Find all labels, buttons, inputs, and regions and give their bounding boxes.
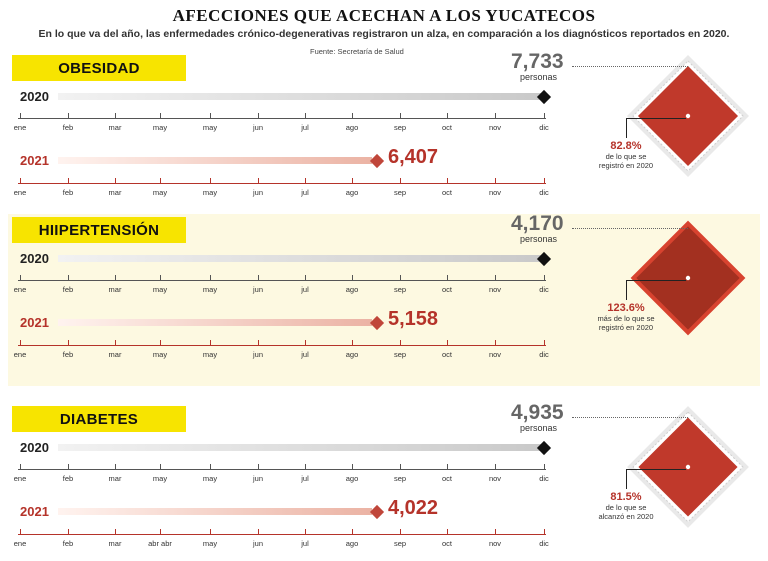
- axis-tick: [544, 464, 545, 470]
- axis-tick: [352, 178, 353, 184]
- axis-tick: [400, 464, 401, 470]
- month-label: jun: [252, 123, 264, 132]
- axis-tick: [305, 529, 306, 535]
- month-label: dic: [539, 123, 549, 132]
- axis-tick: [210, 275, 211, 281]
- percent-callout-line: [626, 280, 686, 300]
- marker-2020: [537, 89, 551, 103]
- month-label: may: [202, 350, 218, 359]
- axis-tick: [544, 275, 545, 281]
- month-label: may: [152, 188, 168, 197]
- timeline-axis-2021: [18, 534, 546, 535]
- axis-tick: [258, 529, 259, 535]
- axis-tick: [160, 340, 161, 346]
- axis-tick: [68, 529, 69, 535]
- month-label: ago: [345, 474, 359, 483]
- axis-tick: [352, 275, 353, 281]
- month-label: jul: [301, 539, 309, 548]
- axis-tick: [115, 529, 116, 535]
- month-label: mar: [108, 188, 122, 197]
- marker-2021: [370, 504, 384, 518]
- axis-tick: [20, 178, 21, 184]
- axis-tick: [400, 340, 401, 346]
- value-2020: 4,935: [511, 401, 564, 424]
- axis-tick: [544, 178, 545, 184]
- year-label-2020: 2020: [20, 440, 49, 455]
- month-label: jul: [301, 188, 309, 197]
- percent-desc-1: de lo que se: [605, 503, 647, 512]
- month-label: nov: [488, 123, 502, 132]
- month-label: feb: [62, 539, 74, 548]
- axis-tick: [210, 340, 211, 346]
- axis-tick: [305, 113, 306, 119]
- month-label: ago: [345, 539, 359, 548]
- disease-label: OBESIDAD: [12, 55, 186, 81]
- axis-tick: [160, 178, 161, 184]
- month-label: abr abr: [148, 539, 172, 548]
- year-label-2021: 2021: [20, 504, 49, 519]
- axis-tick: [20, 464, 21, 470]
- month-label: oct: [441, 539, 453, 548]
- month-label: mar: [108, 123, 122, 132]
- value-unit: personas: [520, 234, 558, 244]
- chart-section-obesidad: [0, 52, 768, 227]
- month-label: ago: [345, 350, 359, 359]
- month-label: sep: [393, 539, 407, 548]
- axis-tick: [447, 275, 448, 281]
- percent-callout-line: [626, 118, 686, 138]
- axis-tick: [210, 464, 211, 470]
- month-label: may: [202, 285, 218, 294]
- value-leader-line: [572, 228, 688, 229]
- axis-tick: [544, 113, 545, 119]
- bar-2021: [58, 157, 372, 164]
- value-leader-line: [572, 66, 688, 67]
- month-label: may: [202, 188, 218, 197]
- year-label-2020: 2020: [20, 251, 49, 266]
- source-note: Fuente: Secretaría de Salud: [310, 47, 404, 56]
- axis-tick: [305, 464, 306, 470]
- axis-tick: [400, 275, 401, 281]
- month-label: jun: [252, 285, 264, 294]
- month-label: mar: [108, 350, 122, 359]
- disease-label: HIIPERTENSIÓN: [12, 217, 186, 243]
- month-label: may: [152, 474, 168, 483]
- percent-desc-1: más de lo que se: [597, 314, 655, 323]
- percent-desc-2: registró en 2020: [598, 161, 654, 170]
- month-label: nov: [488, 285, 502, 294]
- month-label: ene: [13, 474, 27, 483]
- page-subtitle: En lo que va del año, las enfermedades crónico-degenerativas registraron un alza, en comparación a los diagnósticos reportados en 2020.: [38, 28, 730, 40]
- axis-tick: [160, 113, 161, 119]
- month-label: jul: [301, 123, 309, 132]
- axis-tick: [115, 113, 116, 119]
- diamond-center-dot: [686, 114, 690, 118]
- value-unit: personas: [520, 423, 558, 433]
- value-unit: personas: [520, 72, 558, 82]
- chart-section-hipertension: [0, 214, 768, 389]
- timeline-axis-2021: [18, 183, 546, 184]
- timeline-axis-2021: [18, 345, 546, 346]
- bar-2020: [58, 93, 544, 100]
- axis-tick: [305, 340, 306, 346]
- month-label: oct: [441, 123, 453, 132]
- month-label: may: [202, 539, 218, 548]
- axis-tick: [160, 464, 161, 470]
- axis-tick: [495, 340, 496, 346]
- axis-tick: [210, 178, 211, 184]
- timeline-axis-2020: [18, 118, 546, 119]
- axis-tick: [447, 113, 448, 119]
- month-label: oct: [441, 350, 453, 359]
- percent-value: 82.8%: [610, 140, 642, 152]
- axis-tick: [305, 275, 306, 281]
- month-label: ene: [13, 539, 27, 548]
- month-label: ene: [13, 123, 27, 132]
- year-label-2020: 2020: [20, 89, 49, 104]
- timeline-axis-2020: [18, 469, 546, 470]
- month-label: sep: [393, 350, 407, 359]
- month-label: feb: [62, 188, 74, 197]
- axis-tick: [68, 178, 69, 184]
- axis-tick: [495, 113, 496, 119]
- bar-2021: [58, 508, 372, 515]
- percent-desc-2: alcanzó en 2020: [598, 512, 654, 521]
- value-2021: 5,158: [388, 308, 439, 330]
- value-2021: 6,407: [388, 146, 439, 168]
- month-label: may: [152, 285, 168, 294]
- axis-tick: [258, 340, 259, 346]
- axis-tick: [400, 113, 401, 119]
- percent-annotation: [590, 302, 662, 332]
- month-label: nov: [488, 539, 502, 548]
- month-label: jun: [252, 350, 264, 359]
- month-label: jul: [301, 474, 309, 483]
- value-2020: 4,170: [511, 212, 564, 235]
- month-label: nov: [488, 350, 502, 359]
- month-label: jun: [252, 539, 264, 548]
- month-label: sep: [393, 188, 407, 197]
- month-label: dic: [539, 285, 549, 294]
- axis-tick: [115, 178, 116, 184]
- month-label: may: [202, 474, 218, 483]
- month-label: ene: [13, 285, 27, 294]
- axis-tick: [115, 340, 116, 346]
- bar-2020: [58, 255, 544, 262]
- axis-tick: [447, 529, 448, 535]
- month-label: mar: [108, 474, 122, 483]
- axis-tick: [352, 529, 353, 535]
- year-label-2021: 2021: [20, 315, 49, 330]
- month-label: may: [152, 123, 168, 132]
- axis-tick: [20, 340, 21, 346]
- axis-tick: [400, 178, 401, 184]
- axis-tick: [115, 464, 116, 470]
- percent-callout-line: [626, 469, 686, 489]
- axis-tick: [447, 464, 448, 470]
- month-label: nov: [488, 188, 502, 197]
- month-label: oct: [441, 474, 453, 483]
- month-label: sep: [393, 123, 407, 132]
- month-label: oct: [441, 285, 453, 294]
- month-label: ene: [13, 350, 27, 359]
- value-leader-line: [572, 417, 688, 418]
- axis-tick: [400, 529, 401, 535]
- axis-tick: [210, 529, 211, 535]
- month-label: ene: [13, 188, 27, 197]
- marker-2021: [370, 153, 384, 167]
- month-label: feb: [62, 350, 74, 359]
- percent-value: 123.6%: [607, 302, 645, 314]
- timeline-axis-2020: [18, 280, 546, 281]
- axis-tick: [495, 529, 496, 535]
- month-label: feb: [62, 474, 74, 483]
- month-label: ago: [345, 188, 359, 197]
- axis-tick: [258, 275, 259, 281]
- month-label: jul: [301, 285, 309, 294]
- axis-tick: [68, 464, 69, 470]
- bar-2021: [58, 319, 372, 326]
- axis-tick: [258, 113, 259, 119]
- value-2021: 4,022: [388, 497, 439, 519]
- axis-tick: [160, 275, 161, 281]
- month-label: ago: [345, 285, 359, 294]
- axis-tick: [20, 275, 21, 281]
- month-label: dic: [539, 188, 549, 197]
- month-label: mar: [108, 285, 122, 294]
- axis-tick: [447, 178, 448, 184]
- axis-tick: [495, 178, 496, 184]
- month-label: may: [202, 123, 218, 132]
- axis-tick: [20, 113, 21, 119]
- axis-tick: [258, 178, 259, 184]
- axis-tick: [68, 113, 69, 119]
- axis-tick: [352, 464, 353, 470]
- percent-value: 81.5%: [610, 491, 642, 503]
- month-label: jun: [252, 188, 264, 197]
- chart-section-diabetes: [0, 403, 768, 561]
- axis-tick: [352, 113, 353, 119]
- bar-2020: [58, 444, 544, 451]
- axis-tick: [210, 113, 211, 119]
- marker-2020: [537, 440, 551, 454]
- month-label: ago: [345, 123, 359, 132]
- axis-tick: [68, 275, 69, 281]
- axis-tick: [305, 178, 306, 184]
- axis-tick: [544, 529, 545, 535]
- diamond-center-dot: [686, 465, 690, 469]
- page-title: AFECCIONES QUE ACECHAN A LOS YUCATECOS: [172, 6, 596, 25]
- axis-tick: [258, 464, 259, 470]
- month-label: jun: [252, 474, 264, 483]
- year-label-2021: 2021: [20, 153, 49, 168]
- month-label: oct: [441, 188, 453, 197]
- value-2020: 7,733: [511, 50, 564, 73]
- month-label: dic: [539, 350, 549, 359]
- month-label: mar: [108, 539, 122, 548]
- axis-tick: [115, 275, 116, 281]
- month-label: dic: [539, 474, 549, 483]
- month-label: feb: [62, 123, 74, 132]
- axis-tick: [20, 529, 21, 535]
- percent-annotation: [590, 491, 662, 521]
- month-label: dic: [539, 539, 549, 548]
- month-label: sep: [393, 474, 407, 483]
- percent-desc-2: registró en 2020: [598, 323, 654, 332]
- axis-tick: [544, 340, 545, 346]
- axis-tick: [447, 340, 448, 346]
- axis-tick: [160, 529, 161, 535]
- month-label: feb: [62, 285, 74, 294]
- percent-desc-1: de lo que se: [605, 152, 647, 161]
- axis-tick: [495, 464, 496, 470]
- percent-annotation: [590, 140, 662, 170]
- disease-label: DIABETES: [12, 406, 186, 432]
- axis-tick: [495, 275, 496, 281]
- month-label: sep: [393, 285, 407, 294]
- axis-tick: [68, 340, 69, 346]
- month-label: jul: [301, 350, 309, 359]
- month-label: may: [152, 350, 168, 359]
- diamond-center-dot: [686, 276, 690, 280]
- month-label: nov: [488, 474, 502, 483]
- axis-tick: [352, 340, 353, 346]
